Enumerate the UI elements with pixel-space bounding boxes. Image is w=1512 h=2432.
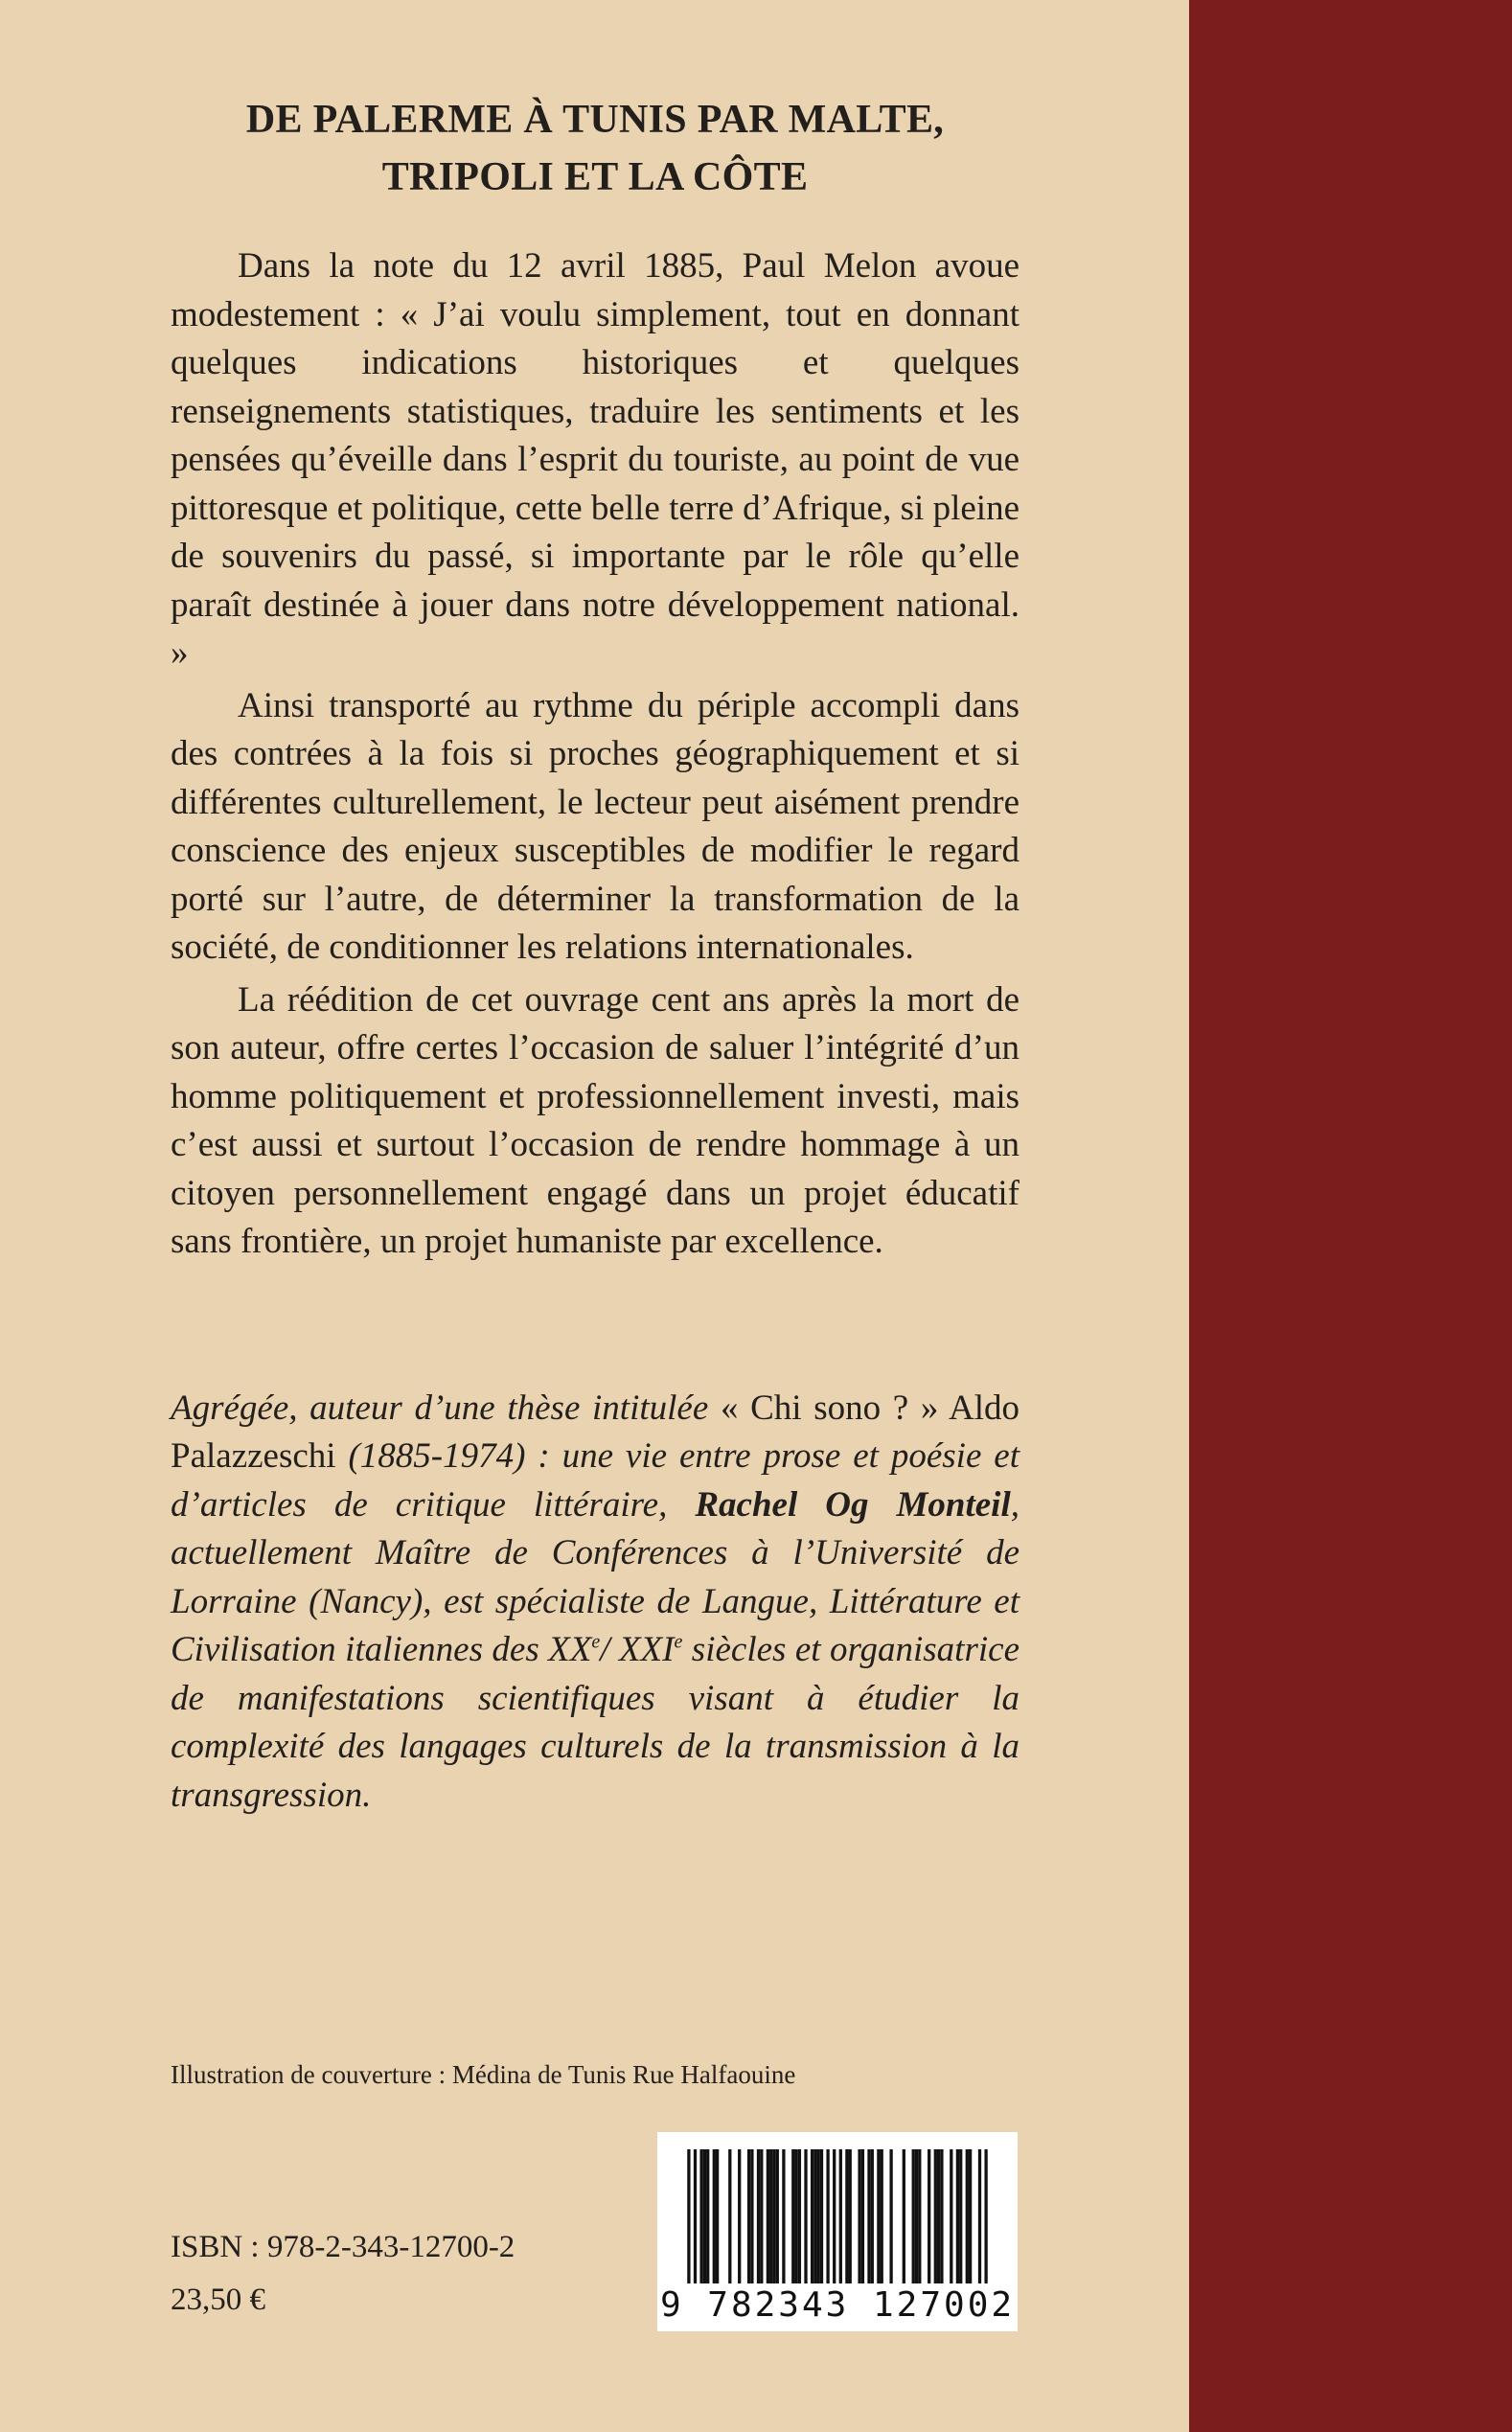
barcode-bar (839, 2149, 842, 2283)
barcode-bar (867, 2149, 870, 2283)
barcode-bar (811, 2149, 813, 2283)
barcode-bar (969, 2149, 972, 2283)
bio-sup-1: e (591, 1631, 601, 1653)
barcode-bar (966, 2149, 969, 2283)
barcode-bar (772, 2149, 775, 2283)
barcode-digits: 9 782343 127002 (659, 2285, 1016, 2325)
barcode-bar (738, 2149, 741, 2283)
barcode-bar (703, 2149, 706, 2283)
barcode-bar (915, 2149, 918, 2283)
barcode-bar (918, 2149, 921, 2283)
author-bio (171, 1385, 1019, 1821)
barcode-bar (912, 2149, 915, 2283)
barcode-bar (858, 2149, 860, 2283)
barcode-bar (978, 2149, 981, 2283)
illustration-credit: Illustration de couverture : Médina de Tunis Rue Halfaouine (171, 2060, 796, 2089)
barcode-bar (699, 2149, 702, 2283)
book-title (171, 91, 1019, 206)
barcode-bar (937, 2149, 940, 2283)
barcode-bar (928, 2149, 930, 2283)
bio-text-5: siècles et organisatrice de manifestations scientifiques visant à étudier la complexité des langages culturels de la transmission à la transgression. (171, 1630, 1019, 1815)
barcode-bar (820, 2149, 823, 2283)
barcode-bar (849, 2149, 852, 2283)
book-title-line-2: TRIPOLI ET LA CÔTE (381, 155, 809, 199)
barcode-bar (782, 2149, 785, 2283)
barcode-bar (950, 2149, 952, 2283)
barcode-bar (728, 2149, 731, 2283)
barcode-bar (956, 2149, 959, 2283)
barcode-bar (817, 2149, 820, 2283)
barcode-bar (826, 2149, 829, 2283)
barcode-bar (813, 2149, 816, 2283)
barcode-bar (903, 2149, 905, 2283)
price: 23,50 € (171, 2283, 265, 2317)
barcode-bar (706, 2149, 709, 2283)
barcode-bar (776, 2149, 779, 2283)
barcode-bar (889, 2149, 892, 2283)
barcode-bar (767, 2149, 769, 2283)
summary-paragraph-2: Ainsi transporté au rythme du périple accompli dans des contrées à la fois si proches géographiquement et si différentes culturellement, le lecteur peut aisément prendre conscience des enjeux susceptibles de modifier le regard porté sur l’autre, de déterminer la transformation de la société, de conditionner les relations internationales. (171, 685, 1019, 967)
barcode-bar (757, 2149, 760, 2283)
bio-text-2: (1885-1974) : une vie entre prose et poésie et d’articles de critique littéraire, (171, 1436, 1019, 1525)
bio-text-3: , actuellement Maître de Conférences à l’Université de Lorraine (Nancy), est spécialiste de Langue, Littérature et Civilisation italiennes des XX (171, 1484, 1019, 1669)
bio-text-4: / XXI (600, 1630, 675, 1669)
bio-text-1: Agrégée, auteur d’une thèse intitulée (171, 1388, 709, 1428)
barcode-bars (657, 2132, 1018, 2285)
barcode-bar (798, 2149, 801, 2283)
barcode-bar (760, 2149, 763, 2283)
bio-thesis-title: « Chi sono ? » Aldo Palazzeschi (171, 1388, 1019, 1476)
barcode-bar (940, 2149, 943, 2283)
barcode-bar (794, 2149, 797, 2283)
summary-paragraph-1: Dans la note du 12 avril 1885, Paul Melon avoue modestement : « J’ai voulu simplement, tout en donnant quelques indications historiques et quelques renseignements statistiques, traduire les sentiments et les pensées qu’éveille dans l’esprit du touriste, au point de vue pittoresque et politique, cette belle terre d’Afrique, si pleine de souvenirs du passé, si importante par le rôle qu’elle paraît destinée à jouer dans notre développement national. » (171, 246, 1019, 673)
barcode-bar (984, 2149, 987, 2283)
book-title-line-1: DE PALERME À TUNIS PAR MALTE, (245, 98, 945, 142)
barcode-bar (881, 2149, 883, 2283)
barcode-bar (694, 2149, 697, 2283)
barcode-bar (877, 2149, 880, 2283)
barcode-bar (750, 2149, 753, 2283)
back-cover-text (171, 91, 1019, 1820)
barcode-bar (747, 2149, 750, 2283)
barcode (657, 2132, 1018, 2331)
barcode-bar (861, 2149, 864, 2283)
isbn-number: ISBN : 978-2-343-12700-2 (171, 2230, 515, 2264)
bio-sup-2: e (674, 1631, 683, 1653)
barcode-bar (769, 2149, 772, 2283)
spine-band (1189, 0, 1512, 2432)
author-name: Rachel Og Monteil (695, 1484, 1011, 1525)
barcode-bar (716, 2149, 719, 2283)
barcode-bar (871, 2149, 874, 2283)
barcode-bar (833, 2149, 836, 2283)
barcode-bar (804, 2149, 807, 2283)
summary-paragraph-3: La réédition de cet ouvrage cent ans après la mort de son auteur, offre certes l’occasion de saluer l’intégrité d’un homme politiquement et professionnellement investi, mais c’est aussi et surtout l’occasion de rendre hommage à un citoyen personnellement engagé dans un projet éducatif sans frontière, un projet humaniste par excellence. (171, 979, 1019, 1261)
barcode-bar (845, 2149, 848, 2283)
barcode-bar (791, 2149, 794, 2283)
barcode-bar (687, 2149, 690, 2283)
barcode-bar (934, 2149, 937, 2283)
barcode-bar (713, 2149, 716, 2283)
barcode-bar (959, 2149, 962, 2283)
